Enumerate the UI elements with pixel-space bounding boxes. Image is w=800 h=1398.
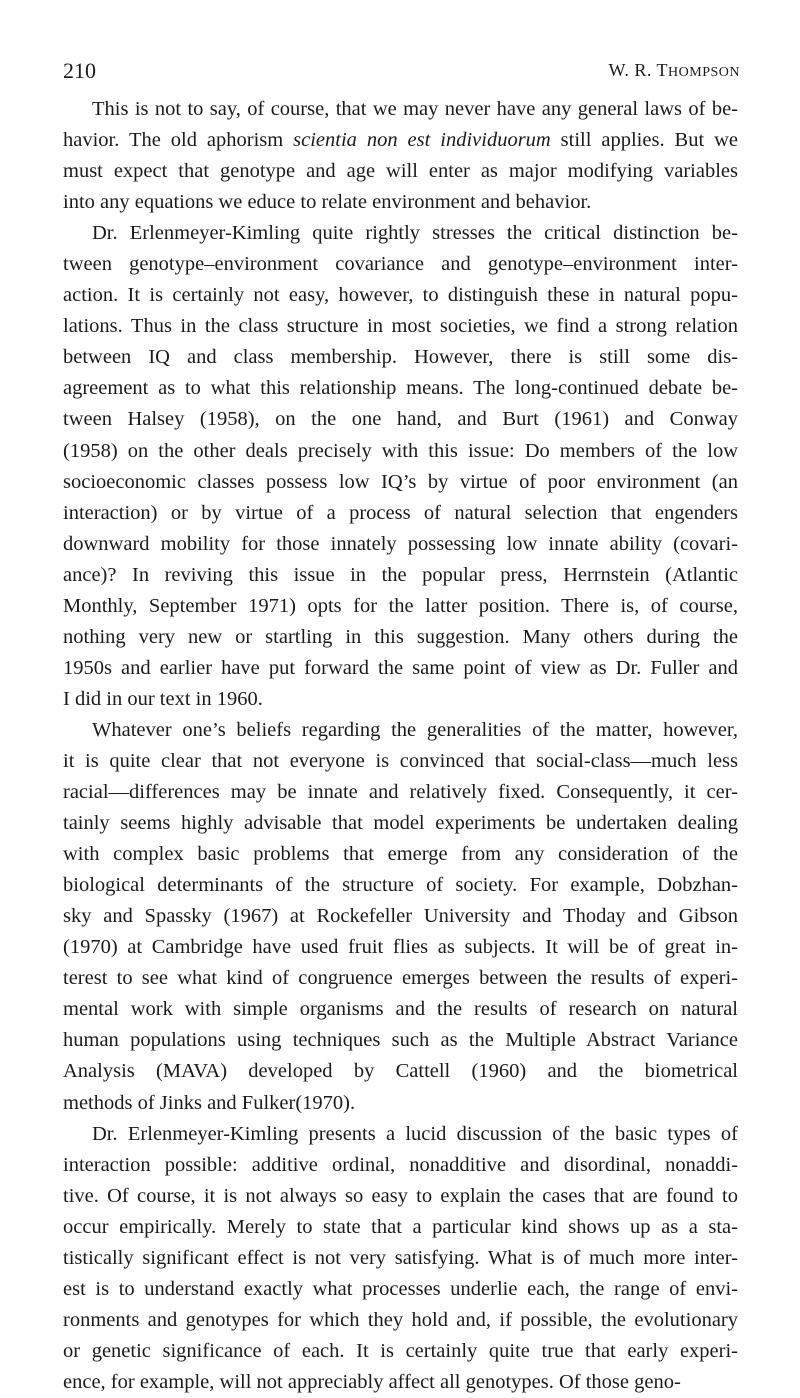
text-line: or genetic significance of each. It is certainly quite true that early experi- [63, 1339, 738, 1362]
text-line: 1950s and earlier have put forward the same point of view as Dr. Fuller and [63, 656, 738, 679]
running-head-author [609, 60, 740, 81]
text-line: action. It is certainly not easy, however, to distinguish these in natural popu- [63, 284, 738, 307]
text-line: must expect that genotype and age will enter as major modifying variables [63, 160, 738, 183]
text-line: occur empirically. Merely to state that a particular kind shows up as a sta- [63, 1215, 738, 1238]
text-line: agreement as to what this relationship means. The long-continued debate be- [63, 377, 738, 400]
text-line: interaction) or by virtue of a process of natural selection that engenders [63, 501, 738, 524]
paragraph [63, 715, 738, 1119]
body-text [63, 94, 738, 1398]
text-line [63, 125, 738, 156]
author-initials: W. R. T [608, 60, 669, 80]
text-line: (1958) on the other deals precisely with this issue: Do members of the low [63, 439, 738, 462]
text-line: Analysis (MAVA) developed by Cattell (1960) and the biometrical [63, 1060, 738, 1083]
text-line: lations. Thus in the class structure in most societies, we find a strong relation [63, 315, 738, 338]
paragraph [63, 218, 738, 715]
text-line: I did in our text in 1960. [63, 687, 263, 710]
text-line: (1970) at Cambridge have used fruit flies as subjects. It will be of great in- [63, 936, 738, 959]
text-line: downward mobility for those innately possessing low innate ability (covari- [63, 532, 738, 555]
author-name-smallcaps: HOMPSON [668, 65, 740, 80]
text-line: ronments and genotypes for which they hold and, if possible, the evolutionary [63, 1308, 738, 1331]
text-line: mental work with simple organisms and the results of research on natural [63, 998, 738, 1021]
text-line: tween genotype–environment covariance and genotype–environment inter- [63, 253, 738, 276]
text-line: methods of Jinks and Fulker(1970). [63, 1091, 356, 1114]
text-line: Whatever one’s beliefs regarding the generalities of the matter, however, [92, 718, 738, 741]
text-line: Dr. Erlenmeyer-Kimling quite rightly stresses the critical distinction be- [92, 222, 738, 245]
text-line: between IQ and class membership. However, there is still some dis- [63, 346, 738, 369]
text-line: tistically significant effect is not very satisfying. What is of much more inter- [63, 1246, 738, 1269]
text-line: tive. Of course, it is not always so easy to explain the cases that are found to [63, 1184, 738, 1207]
text-line: This is not to say, of course, that we may never have any general laws of be- [92, 98, 738, 120]
text-line: sky and Spassky (1967) at Rockefeller University and Thoday and Gibson [63, 905, 738, 928]
text-line: racial—differences may be innate and relatively fixed. Consequently, it cer- [63, 781, 738, 804]
italic-phrase: scientia non est individuorum [293, 129, 551, 152]
text-line: est is to understand exactly what processes underlie each, the range of envi- [63, 1277, 738, 1300]
text-line: ence, for example, will not appreciably affect all genotypes. Of those geno- [63, 1370, 681, 1393]
text-line: biological determinants of the structure of society. For example, Dobzhan- [63, 874, 738, 897]
text-line: it is quite clear that not everyone is convinced that social-class—much less [63, 749, 738, 772]
text-line: terest to see what kind of congruence emerges between the results of experi- [63, 967, 738, 990]
page-number: 210 [63, 58, 96, 83]
page-header [63, 58, 740, 88]
text-line: interaction possible: additive ordinal, nonadditive and disordinal, nonaddi- [63, 1153, 738, 1176]
text-line: Monthly, September 1971) opts for the latter position. There is, of course, [63, 594, 738, 617]
text-segment: havior. The old aphorism [63, 129, 294, 152]
text-line: tween Halsey (1958), on the one hand, and Burt (1961) and Conway [63, 408, 738, 431]
paragraph [63, 1119, 738, 1398]
text-line: nothing very new or startling in this suggestion. Many others during the [63, 625, 738, 648]
text-segment: still applies. But we [550, 129, 738, 152]
text-line: into any equations we educe to relate environment and behavior. [63, 191, 592, 214]
text-line: Dr. Erlenmeyer-Kimling presents a lucid discussion of the basic types of [92, 1122, 738, 1145]
text-line: tainly seems highly advisable that model experiments be undertaken dealing [63, 812, 738, 835]
paragraph [63, 94, 738, 218]
text-line: human populations using techniques such as the Multiple Abstract Variance [63, 1029, 738, 1052]
text-line: with complex basic problems that emerge from any consideration of the [63, 843, 738, 866]
text-line: socioeconomic classes possess low IQ’s by virtue of poor environment (an [63, 470, 738, 493]
text-line: ance)? In reviving this issue in the popular press, Herrnstein (Atlantic [63, 563, 738, 586]
